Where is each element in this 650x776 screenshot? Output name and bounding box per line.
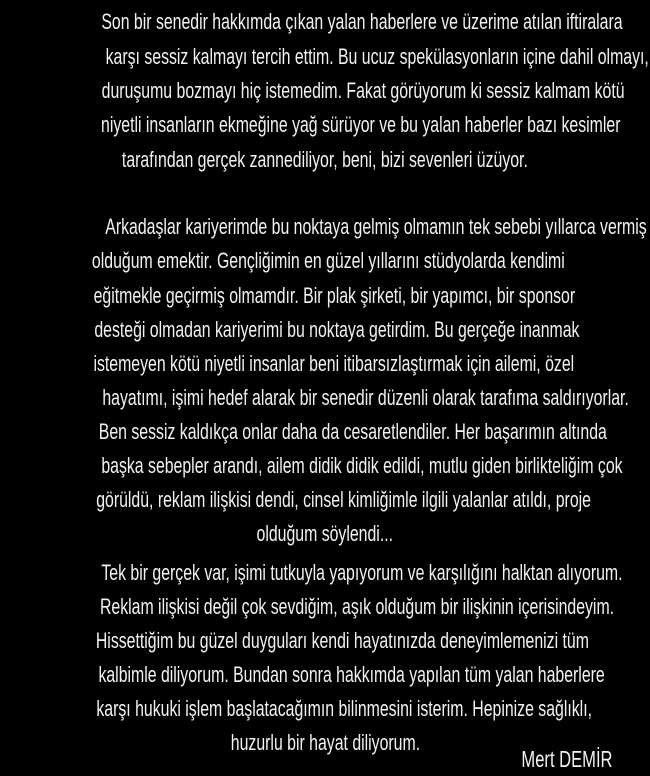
signature: Mert DEMİR [520, 746, 612, 772]
text-line: hayatımı, işimi hedef alarak bir senedir düzenli olarak tarafıma saldırıyorlar. [102, 385, 629, 410]
text-line: Ben sessiz kaldıkça onlar daha da cesaretlendiler. Her başarımın altında [98, 419, 607, 444]
text-line: kalbimle diliyorum. Bundan sonra hakkımda yapılan tüm yalan haberlere [98, 662, 605, 687]
text-line: karşı sessiz kalmayı tercih ettim. Bu ucuz spekülasyonların içine dahil olmayı, [105, 44, 649, 69]
text-line: Son bir senedir hakkımda çıkan yalan haberlere ve üzerime atılan iftiralara [101, 9, 623, 34]
text-line: karşı hukuki işlem başlatacağımın bilinmesini isterim. Hepinize sağlıklı, [96, 696, 593, 721]
text-line: istemeyen kötü niyetli insanlar beni itibarsızlaştırmak için ailemi, özel [93, 351, 575, 376]
text-line: Tek bir gerçek var, işimi tutkuyla yapıyorum ve karşılığını halktan alıyorum. [101, 560, 623, 585]
text-line: eğitmekle geçirmiş olmamdır. Bir plak şirketi, bir yapımcı, bir sponsor [93, 283, 576, 308]
text-line: olduğum emektir. Gençliğimin en güzel yıllarını stüdyolarda kendimi [91, 248, 565, 273]
text-line: Arkadaşlar kariyerimde bu noktaya gelmiş olmamın tek sebebi yıllarca vermiş [105, 214, 647, 239]
text-line: görüldü, reklam ilişkisi dendi, cinsel kimliğimle ilgili yalanlar atıldı, proje [96, 487, 591, 512]
text-line: Hissettiğim bu güzel duyguları kendi hayatınızda deneyimlemenizi tüm [95, 628, 589, 653]
text-line: başka sebepler arandı, ailem didik didik edildi, mutlu giden birlikteliğim çok [101, 453, 623, 478]
text-line: desteği olmadan kariyerimi bu noktaya getirdim. Bu gerçeğe inanmak [94, 317, 580, 342]
text-line: tarafından gerçek zannediliyor, beni, bizi sevenleri üzüyor. [122, 147, 528, 172]
text-line: Reklam ilişkisi değil çok sevdiğim, aşık olduğum bir ilişkinin içerisindeyim. [99, 594, 615, 619]
text-line: huzurlu bir hayat diliyorum. [230, 730, 420, 755]
text-line: niyetli insanların ekmeğine yağ sürüyor ve bu yalan haberler bazı kesimler [101, 112, 621, 137]
text-line: olduğum söylendi... [256, 521, 394, 546]
text-line: duruşumu bozmayı hiç istemedim. Fakat görüyorum ki sessiz kalmam kötü [101, 78, 625, 103]
